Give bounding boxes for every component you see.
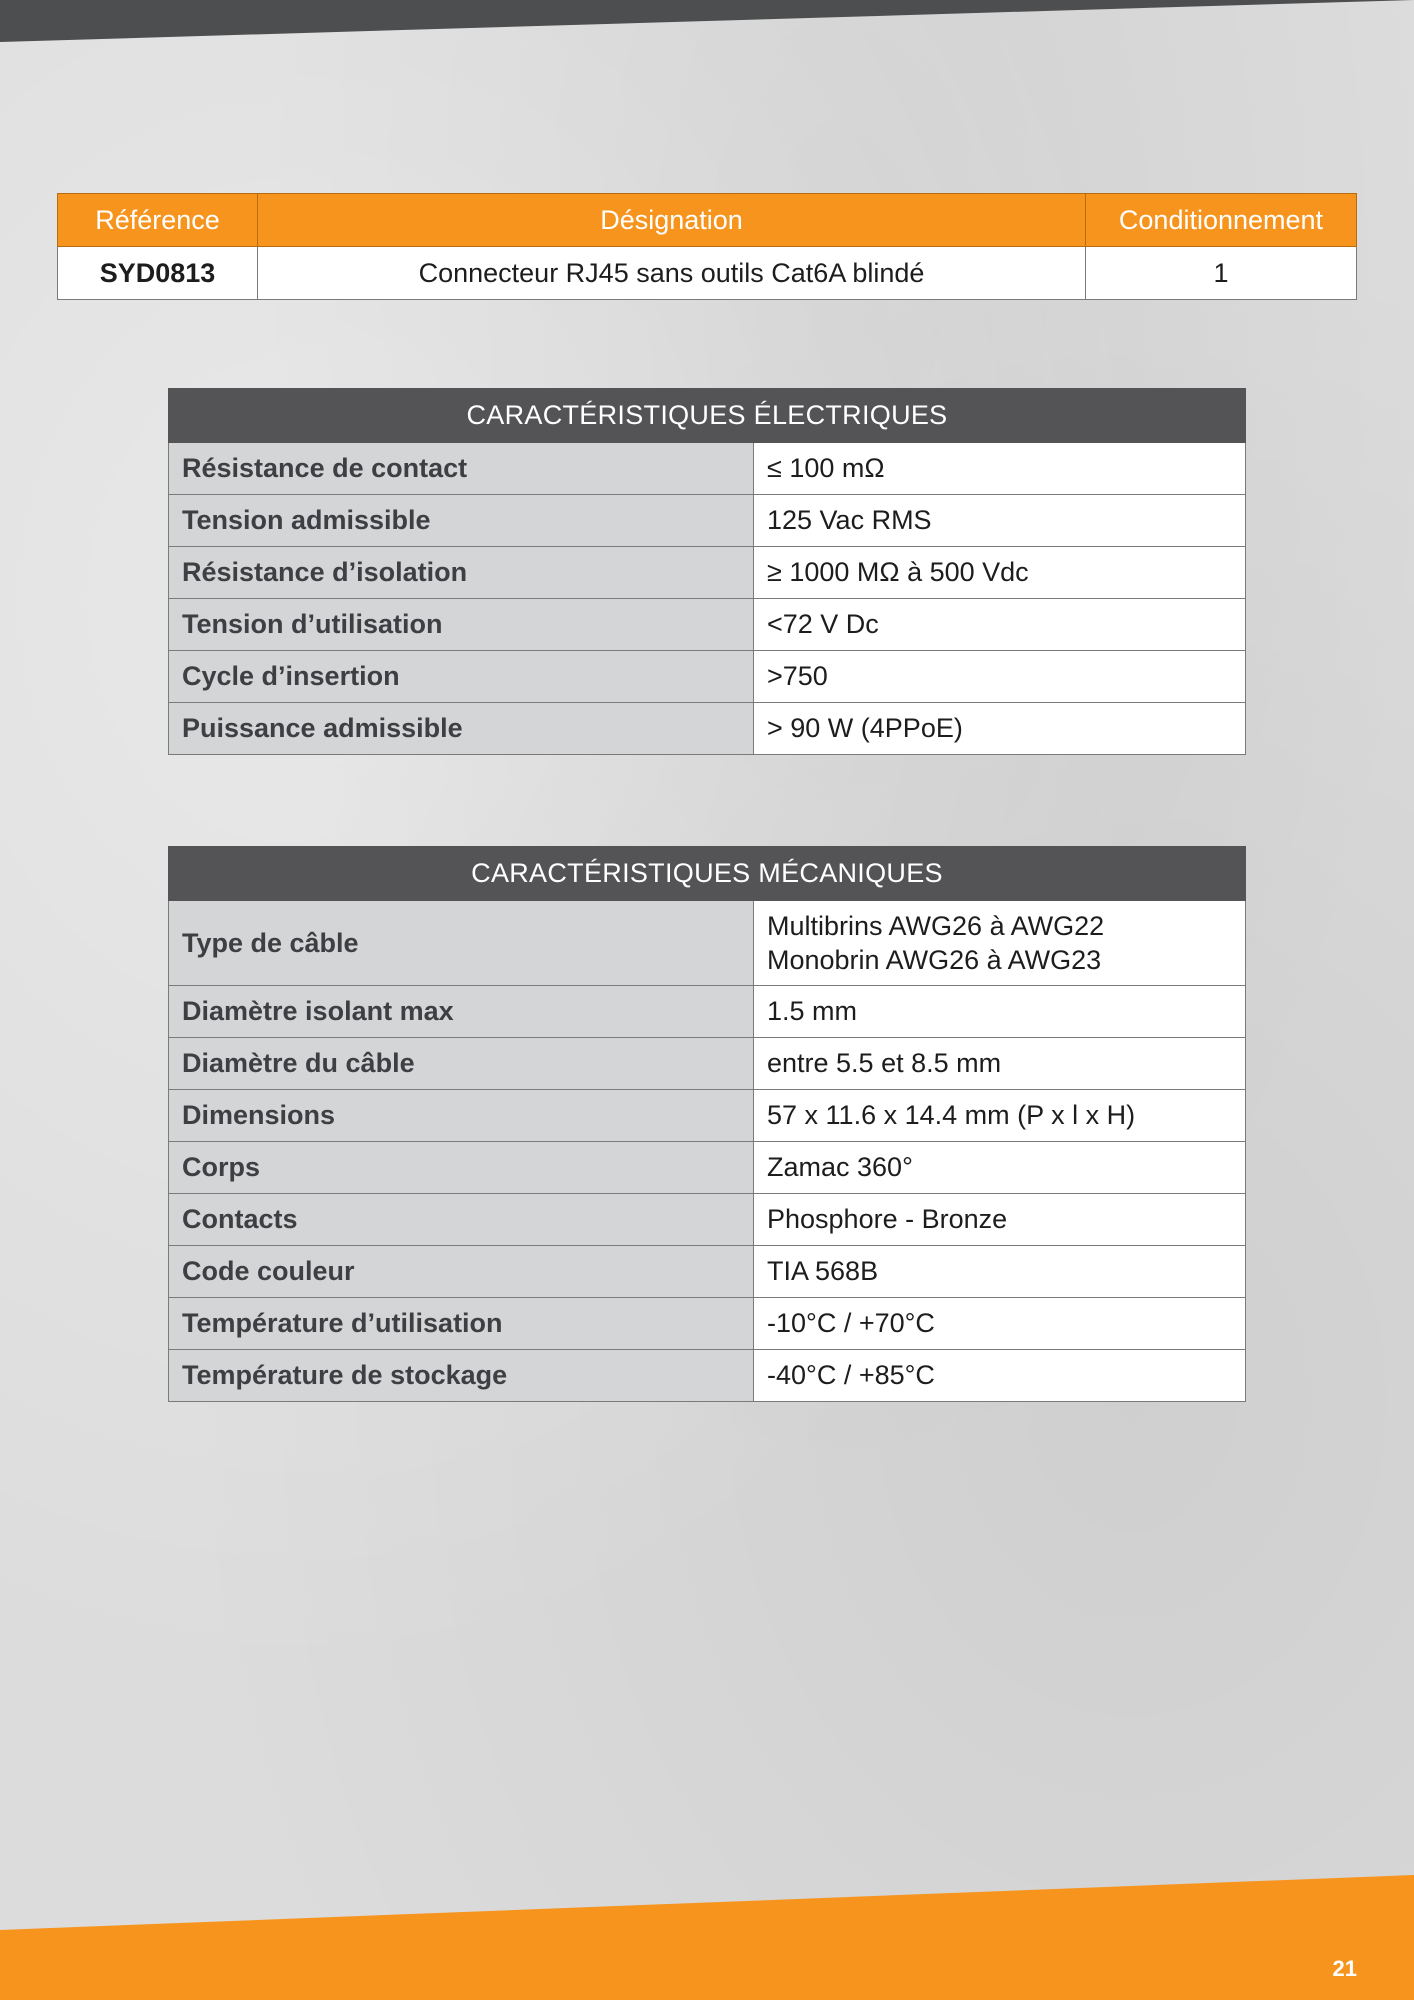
header-designation: Désignation: [258, 194, 1086, 247]
spec-label: Température d’utilisation: [169, 1298, 754, 1350]
table-row: [169, 1090, 1246, 1142]
spec-label: Corps: [169, 1142, 754, 1194]
table-row: [169, 1038, 1246, 1090]
spec-value: Zamac 360°: [754, 1142, 1246, 1194]
spec-value: 125 Vac RMS: [754, 495, 1246, 547]
spec-value: <72 V Dc: [754, 599, 1246, 651]
spec-value-line: Monobrin AWG26 à AWG23: [767, 945, 1102, 975]
table-row: [169, 443, 1246, 495]
table-row: [169, 901, 1246, 986]
spec-label: Dimensions: [169, 1090, 754, 1142]
table-row: [169, 1142, 1246, 1194]
table-row: [169, 495, 1246, 547]
spec-value: ≥ 1000 MΩ à 500 Vdc: [754, 547, 1246, 599]
table-row: [169, 651, 1246, 703]
table-row: [169, 1298, 1246, 1350]
table-row: [169, 547, 1246, 599]
spec-value: [754, 901, 1246, 986]
designation-text: Connecteur RJ45 sans outils Cat6A blindé: [258, 247, 1086, 300]
table-row: [58, 247, 1357, 300]
spec-label: Résistance de contact: [169, 443, 754, 495]
header-conditionnement: Conditionnement: [1086, 194, 1357, 247]
spec-label: Contacts: [169, 1194, 754, 1246]
spec-label: Température de stockage: [169, 1350, 754, 1402]
conditionnement-value: 1: [1086, 247, 1357, 300]
table-row: [169, 1350, 1246, 1402]
spec-label: Cycle d’insertion: [169, 651, 754, 703]
spec-label: Puissance admissible: [169, 703, 754, 755]
top-decorative-band: [0, 0, 1414, 42]
spec-label: Tension d’utilisation: [169, 599, 754, 651]
reference-table-header: [58, 194, 1357, 247]
table-row: [169, 1246, 1246, 1298]
spec-label: Résistance d’isolation: [169, 547, 754, 599]
spec-value: entre 5.5 et 8.5 mm: [754, 1038, 1246, 1090]
spec-label: Diamètre isolant max: [169, 986, 754, 1038]
mechanical-specs-table: [168, 846, 1246, 1402]
table-row: [169, 1194, 1246, 1246]
spec-label: Code couleur: [169, 1246, 754, 1298]
spec-label: Diamètre du câble: [169, 1038, 754, 1090]
spec-value: TIA 568B: [754, 1246, 1246, 1298]
spec-value: Phosphore - Bronze: [754, 1194, 1246, 1246]
table-row: [169, 703, 1246, 755]
spec-value: 1.5 mm: [754, 986, 1246, 1038]
electrical-specs-table: [168, 388, 1246, 755]
spec-label: Tension admissible: [169, 495, 754, 547]
spec-label: Type de câble: [169, 901, 754, 986]
table-row: [169, 599, 1246, 651]
spec-value: >750: [754, 651, 1246, 703]
spec-value: ≤ 100 mΩ: [754, 443, 1246, 495]
spec-value-line: Multibrins AWG26 à AWG22: [767, 911, 1105, 941]
header-reference: Référence: [58, 194, 258, 247]
spec-value: -10°C / +70°C: [754, 1298, 1246, 1350]
reference-table: [57, 193, 1357, 300]
mechanical-specs-title: CARACTÉRISTIQUES MÉCANIQUES: [169, 847, 1246, 901]
spec-value: > 90 W (4PPoE): [754, 703, 1246, 755]
spec-value: -40°C / +85°C: [754, 1350, 1246, 1402]
spec-value: 57 x 11.6 x 14.4 mm (P x l x H): [754, 1090, 1246, 1142]
table-row: [169, 986, 1246, 1038]
bottom-decorative-band: [0, 1875, 1414, 2000]
electrical-specs-title: CARACTÉRISTIQUES ÉLECTRIQUES: [169, 389, 1246, 443]
reference-code: SYD0813: [58, 247, 258, 300]
page-number: 21: [1332, 1956, 1357, 1981]
